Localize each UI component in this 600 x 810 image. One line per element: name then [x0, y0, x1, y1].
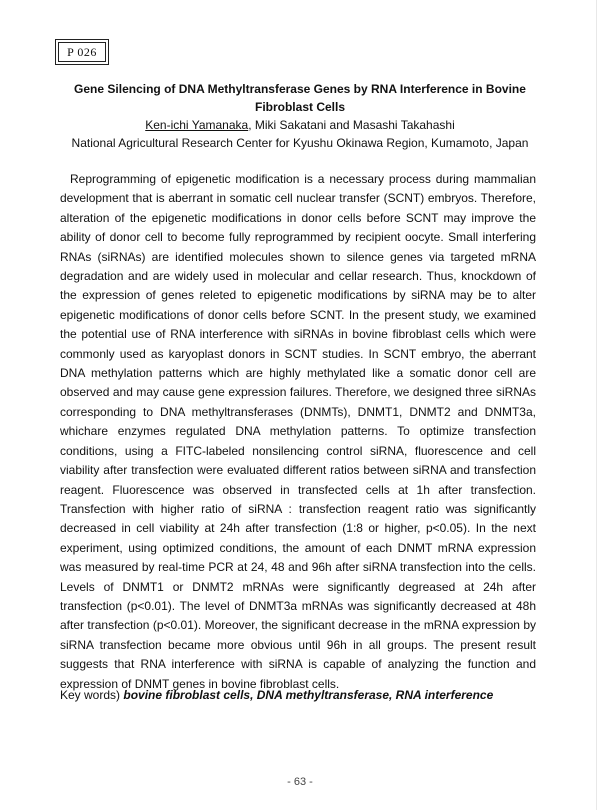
abstract-body [60, 170, 536, 694]
co-authors: , Miki Sakatani and Masashi Takahashi [248, 118, 455, 132]
page-number: - 63 - [287, 776, 313, 788]
affiliation: National Agricultural Research Center for Kyushu Okinawa Region, Kumamoto, Japan [71, 136, 529, 150]
poster-code: P 026 [67, 45, 97, 59]
author-line [50, 116, 550, 134]
paper-title: Gene Silencing of DNA Methyltransferase Genes by RNA Interference in Bovine Fibroblast Cells [74, 82, 526, 114]
poster-code-box [58, 42, 106, 62]
keywords-terms: bovine fibroblast cells, DNA methyltransferase, RNA interference [123, 688, 494, 702]
presenting-author: Ken-ichi Yamanaka [145, 118, 249, 132]
scan-edge-divider [596, 0, 597, 810]
keywords-line [60, 686, 536, 704]
keywords-label: Key words) [60, 688, 121, 702]
abstract-text: Reprogramming of epigenetic modification is a necessary process during mammalian development that is aberrant in somatic cell nuclear transfer (SCNT) embryos. Therefore, alteration of the epigenetic modifications in donor cells before SCNT may improve the ability of donor cell to become fully reprogrammed by recipient oocyte. Small interfering RNAs (siRNAs) are identified molecules shown to silence genes via targeted mRNA degradation and are widely used in molecular and cellar research. Thus, knockdown of the expression of genes releted to epigenetic modifications by siRNA may be to alter epigenetic modifications of donor cells before SCNT. In the present study, we examined the potential use of RNA interference with siRNAs in bovine fibroblast cells which were commonly used as karyoplast donors in SCNT studies. In SCNT embryo, the aberrant DNA methylation patterns which are highly methylated like a somatic donor cell are observed and may cause gene expression failures. Therefore, we designed three siRNAs corresponding to DNA methyltransferases (DNMTs), DNMT1, DNMT2 and DNMT3a, whichare enzymes regulated DNA methylation patterns. To optimize transfection conditions, using a FITC-labeled nonsilencing control siRNA, fluorescence and cell viability after transfection were evaluated different ratios between siRNA and transfection reagent. Fluorescence was observed in transfected cells at 1h after transfection. Transfection with higher ratio of siRNA : transfection reagent ratio was significantly decreased in cell viability at 24h after transfection (1:8 or higher, p<0.05). In the next experiment, using optimized conditions, the amount of each DNMT mRNA expression was measured by real-time PCR at 24, 48 and 96h after siRNA transfection into the cells. Levels of DNMT1 or DNMT2 mRNAs were significantly degreased at 24h after transfection (p<0.01). The level of DNMT3a mRNAs was significantly decreased at 48h after transfection (p<0.01). Moreover, the significant decrease in the mRNA expression by siRNA transfection became more obvious until 96h in all groups. The present result suggests that RNA interference with siRNA is capable of analyzing the function and expression of DNMT genes in bovine fibroblast cells. [60, 172, 536, 691]
